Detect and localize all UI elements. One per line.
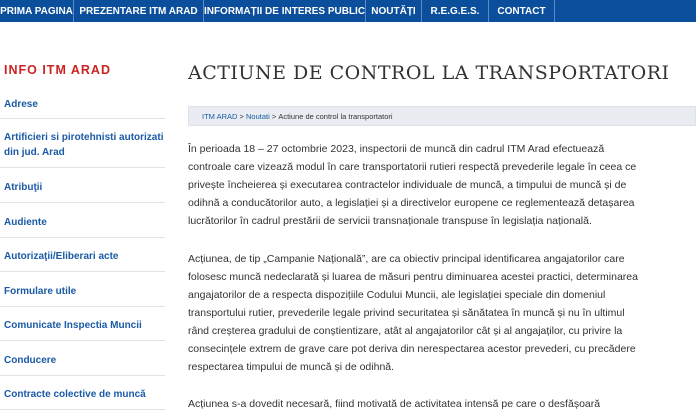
sidebar-item-atributii[interactable]: Atribuţii [4,182,43,193]
paragraph-line: rând creșterea gradului de conștientizare, atât al angajatorilor cât și al angajaților, cu privire la [188,325,623,337]
paragraph-line: Acțiunea, de tip „Campanie Națională”, are ca obiectiv principal identificarea angajatorilor care [188,253,625,265]
sidebar-item-artificieri[interactable]: Artificieri si pirotehnisti autorizati din jud. Arad [4,132,164,158]
paragraph-line: odihnă a conducătorilor auto, a legislației și a directivelor europene ce reglementează detașarea [188,197,635,209]
paragraph-line: lucrătorilor în cadrul prestării de servicii transnaționale transpuse în legislația națională. [188,215,592,227]
sidebar-item-autorizatii[interactable]: Autorizaţii/Eliberari acte [4,251,119,262]
paragraph-line: folosesc muncă nedeclarată și luarea de măsuri pentru diminuarea acestei practici, determinarea [188,271,638,283]
nav-contact[interactable]: CONTACT [489,0,555,22]
article-paragraph [188,395,696,413]
breadcrumb-section-link[interactable]: Noutati [246,111,270,121]
sidebar-divider [0,118,165,119]
sidebar-divider [0,167,165,168]
sidebar-divider [0,409,165,410]
breadcrumb-home-link[interactable]: ITM ARAD [202,111,238,121]
sidebar-divider [0,375,165,376]
paragraph-line: angajatorilor de a respecta dispozițiile Codului Muncii, ale legislației speciale din domeniul [188,289,606,301]
nav-prima-pagina[interactable]: PRIMA PAGINA [0,0,74,22]
breadcrumb-separator: > [239,111,244,121]
paragraph-line: respectarea timpului de muncă și de odihnă. [188,361,395,373]
paragraph-line: Acțiunea s-a dovedit necesară, fiind motivată de activitatea intensă pe care o desfășoară [188,398,601,410]
sidebar-item-formulare-utile[interactable]: Formulare utile [4,286,77,297]
breadcrumb-current: Actiune de control la transportatori [278,111,393,121]
nav-informatii-de-interes-public[interactable]: INFORMAȚII DE INTERES PUBLIC [204,0,366,22]
paragraph-line: privește încheierea și executarea contractelor individuale de muncă, a timpului de muncă și de [188,179,627,191]
sidebar-item-conducere[interactable]: Conducere [4,355,57,366]
sidebar-divider [0,340,165,341]
sidebar-divider [0,202,165,203]
sidebar-divider [0,271,165,272]
sidebar-item-audiente[interactable]: Audiente [4,217,47,228]
sidebar-divider [0,306,165,307]
sidebar-item-comunicate[interactable]: Comunicate Inspectia Muncii [4,320,142,331]
nav-noutati[interactable]: NOUTĂȚI [366,0,422,22]
sidebar-title: INFO ITM ARAD [4,63,111,77]
article-paragraph [188,250,696,376]
article-paragraph [188,140,696,230]
paragraph-line: În perioada 18 – 27 octombrie 2023, inspectorii de muncă din cadrul ITM Arad efectuează [188,143,605,155]
nav-filler [555,0,696,22]
nav-prezentare-itm-arad[interactable]: PREZENTARE ITM ARAD [74,0,204,22]
nav-reges[interactable]: R.E.G.E.S. [422,0,489,22]
sidebar-item-contracte-colective[interactable]: Contracte colective de muncă [4,389,146,400]
top-navigation [0,0,696,22]
sidebar-item-adrese[interactable]: Adrese [4,99,38,110]
article-title: ACTIUNE DE CONTROL LA TRANSPORTATORI [188,62,670,84]
paragraph-line: transportului rutier, prevederile legale privind securitatea și sănătatea în muncă și nu în ultimul [188,307,625,319]
paragraph-line: controale care vizează modul în care transportatorii rutieri respectă prevederile legale în ceea ce [188,161,637,173]
paragraph-line: consecințele extrem de grave care pot deriva din nerespectarea acestor prevederi, cu precădere [188,343,636,355]
breadcrumb-separator: > [271,111,277,121]
breadcrumb [188,106,696,126]
sidebar-divider [0,237,165,238]
